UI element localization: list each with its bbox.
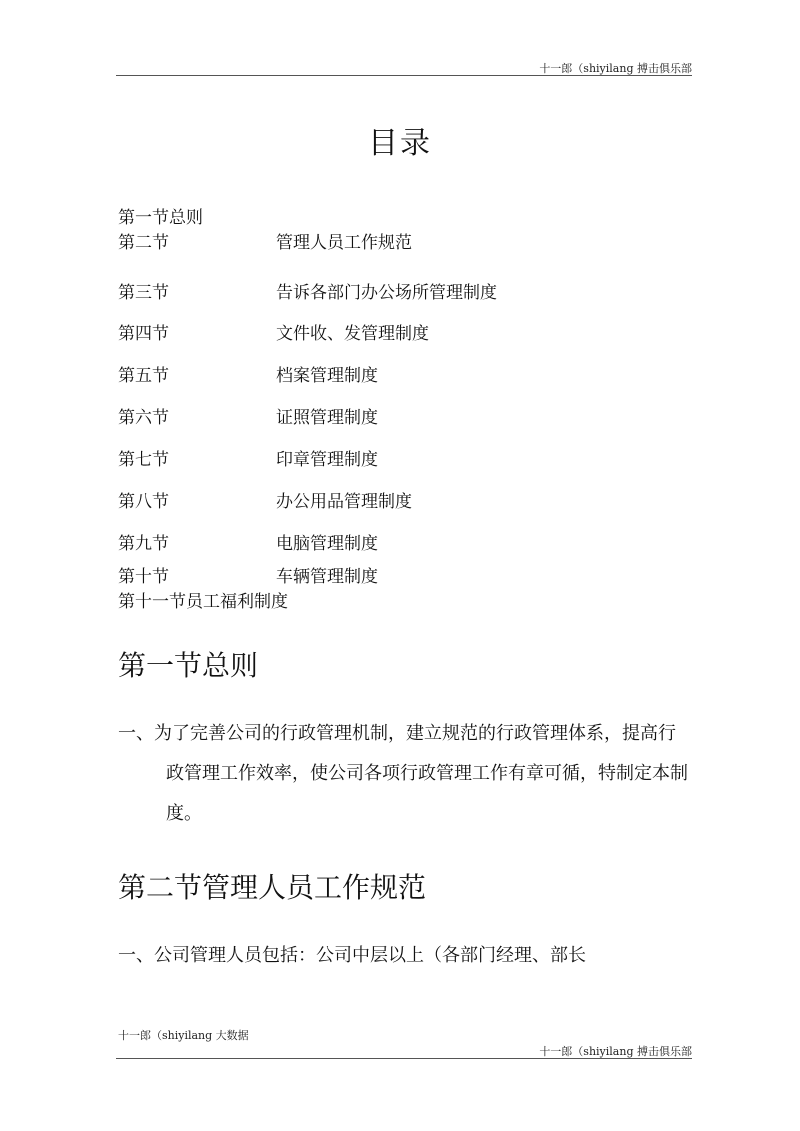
- paragraph: [118, 936, 698, 976]
- toc-entry[interactable]: [118, 203, 718, 227]
- toc-entry-title: 档案管理制度: [276, 366, 378, 386]
- paragraph-first-line: 一、为了完善公司的行政管理机制，建立规范的行政管理体系，提高行: [118, 723, 676, 744]
- toc-entry-title: 证照管理制度: [276, 408, 378, 428]
- toc-entry[interactable]: [118, 562, 718, 586]
- toc-entry[interactable]: [118, 361, 718, 385]
- toc-entry-number: 第七节: [118, 450, 169, 470]
- toc-entry-number: 第五节: [118, 366, 169, 386]
- paragraph: [118, 714, 698, 834]
- toc-entry-number: 第十节: [118, 567, 169, 587]
- page-footer-right: 十一郎（shiyilang 搏击俱乐部: [539, 1045, 692, 1058]
- toc-entry-title: 文件收、发管理制度: [276, 324, 429, 344]
- toc-entry-number: 第九节: [118, 534, 169, 554]
- toc-entry-title: 告诉各部门办公场所管理制度: [276, 283, 497, 303]
- toc-entry[interactable]: [118, 228, 718, 252]
- page-header: 十一郎（shiyilang 搏击俱乐部: [539, 62, 692, 75]
- toc-entry-title: 办公用品管理制度: [276, 492, 412, 512]
- toc-entry-number: 第四节: [118, 324, 169, 344]
- footer-rule: [116, 1058, 692, 1059]
- page-footer-left: 十一郎（shiyilang 大数据: [118, 1029, 249, 1042]
- toc-entry-title: 车辆管理制度: [276, 567, 378, 587]
- toc-entry-title: 印章管理制度: [276, 450, 378, 470]
- toc-entry[interactable]: [118, 445, 718, 469]
- toc-entry[interactable]: [118, 487, 718, 511]
- section-heading: 第一节总则: [118, 649, 259, 682]
- toc-entry[interactable]: [118, 403, 718, 427]
- toc-entry[interactable]: [118, 587, 718, 611]
- paragraph-first-line: 一、公司管理人员包括：公司中层以上（各部门经理、部长: [118, 945, 586, 966]
- paragraph-continuation: 政管理工作效率，使公司各项行政管理工作有章可循，特制定本制度。: [166, 763, 688, 824]
- toc-title: 目录: [368, 126, 432, 161]
- toc-entry-number: 第三节: [118, 283, 169, 303]
- toc-entry-title: 管理人员工作规范: [276, 233, 412, 253]
- header-rule: [116, 75, 692, 76]
- toc-entry-title: 电脑管理制度: [276, 534, 378, 554]
- toc-entry-number: 第一节总则: [118, 208, 203, 228]
- toc-entry-number: 第六节: [118, 408, 169, 428]
- toc-entry[interactable]: [118, 278, 718, 302]
- toc-entry-number: 第八节: [118, 492, 169, 512]
- toc-entry-number: 第十一节员工福利制度: [118, 592, 288, 612]
- section-heading: 第二节管理人员工作规范: [118, 871, 427, 904]
- toc-entry[interactable]: [118, 529, 718, 553]
- toc-entry-number: 第二节: [118, 233, 169, 253]
- toc-entry[interactable]: [118, 319, 718, 343]
